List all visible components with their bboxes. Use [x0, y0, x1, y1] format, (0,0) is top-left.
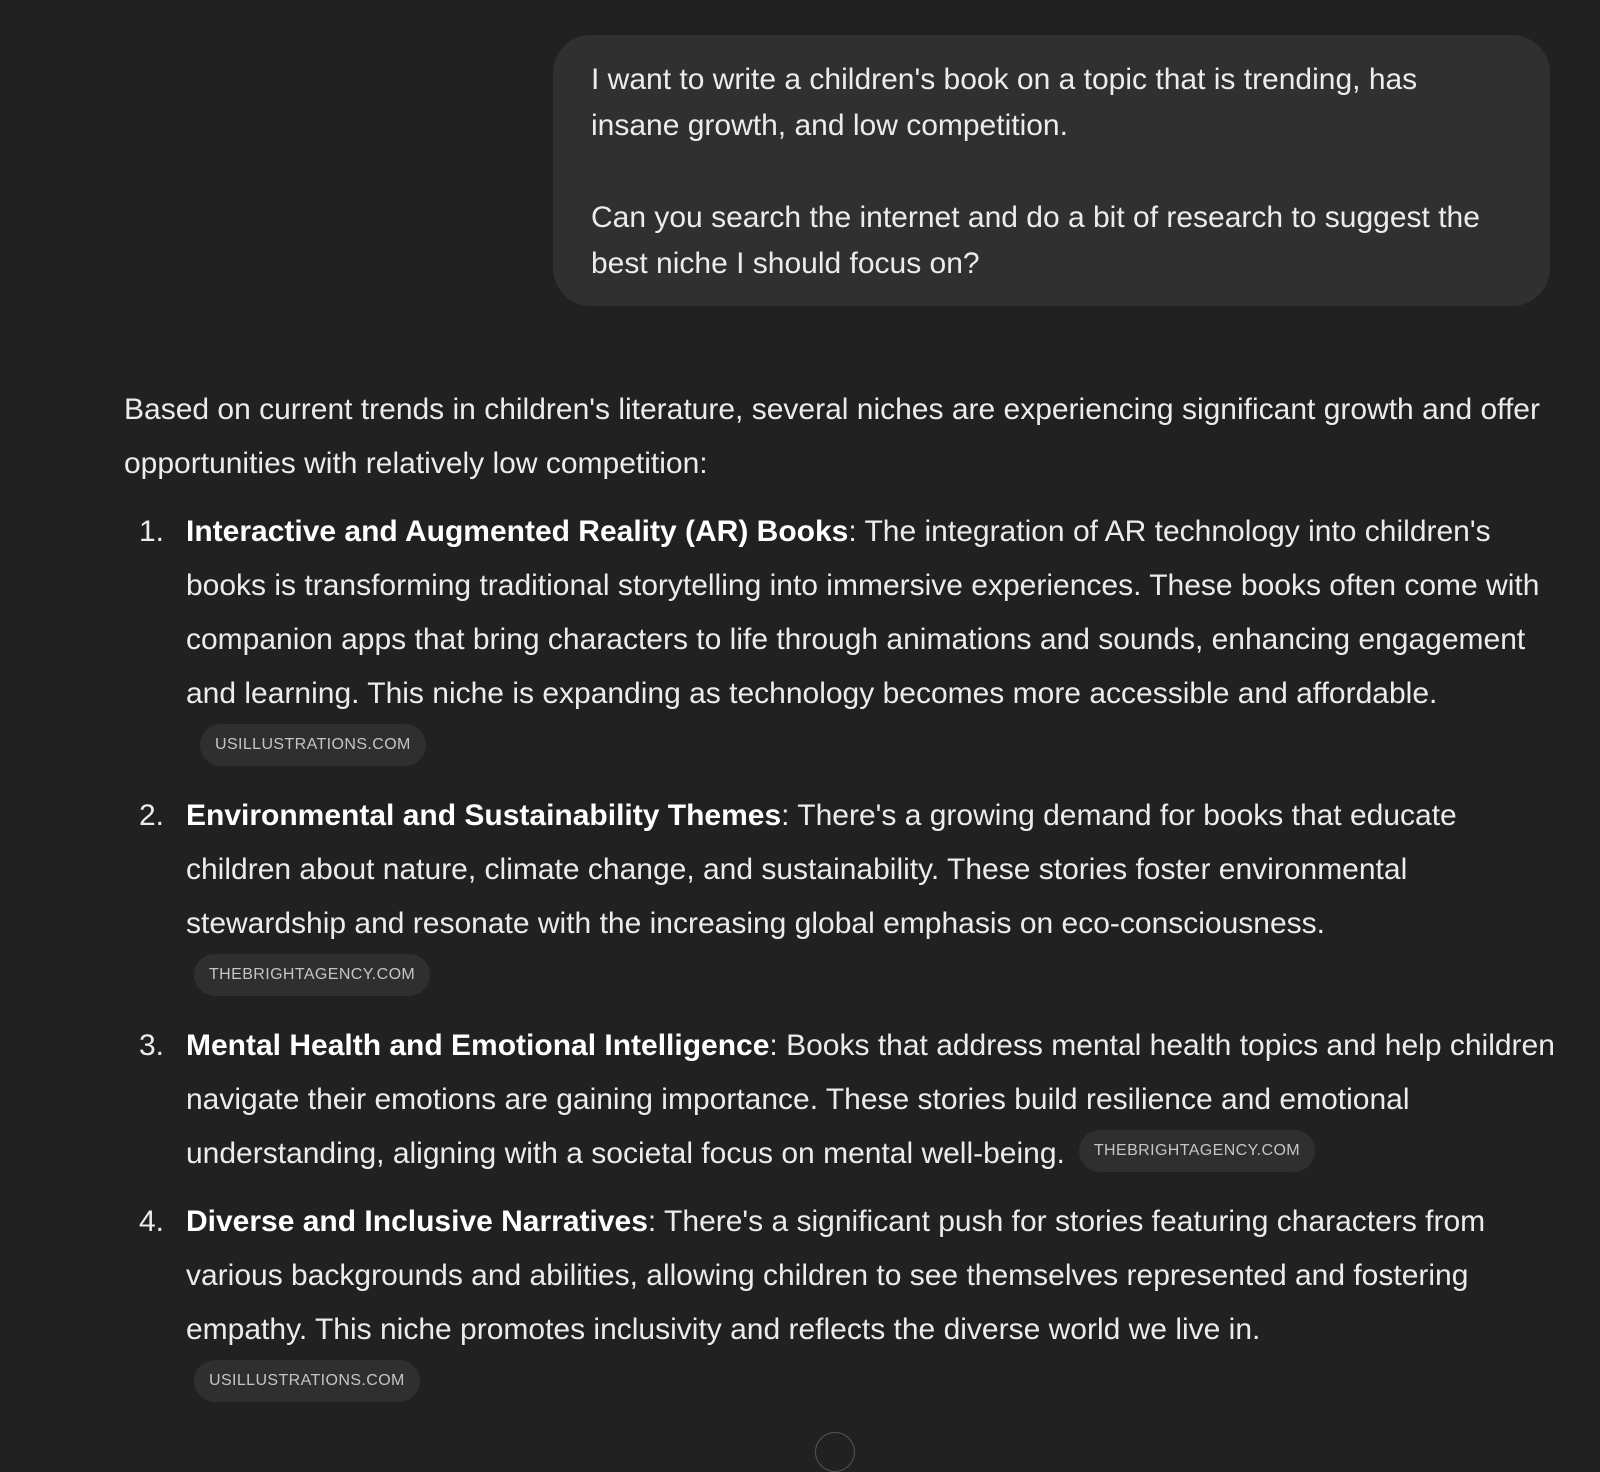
list-item — [124, 789, 1560, 1005]
list-item-number: 2. — [139, 799, 165, 832]
list-item-number: 1. — [139, 515, 165, 548]
list-item-number: 3. — [139, 1029, 165, 1062]
assistant-intro: Based on current trends in children's literature, several niches are experiencing significant growth and offer opportunities with relatively low competition: — [124, 393, 1540, 480]
list-item-title: Environmental and Sustainability Themes — [186, 799, 782, 832]
source-citation-chip[interactable]: THEBRIGHTAGENCY.COM — [1079, 1130, 1315, 1172]
list-item-title: Interactive and Augmented Reality (AR) Books — [186, 515, 849, 548]
scroll-down-button[interactable] — [815, 1432, 855, 1472]
source-citation-chip[interactable]: USILLUSTRATIONS.COM — [194, 1360, 420, 1402]
assistant-message — [124, 383, 1560, 1425]
list-item-body: There's a significant push for stories featuring characters from various backgrounds and abilities, allowing children to see themselves represented and fostering empathy. This niche promotes inclusivity and reflects the diverse world we live in. — [186, 1205, 1486, 1346]
list-item-title: Mental Health and Emotional Intelligence — [186, 1029, 770, 1062]
list-item — [124, 1019, 1560, 1181]
list-item-body: The integration of AR technology into children's books is transforming traditional storytelling into immersive experiences. These books often come with companion apps that bring characters to life through animations and sounds, enhancing engagement and learning. This niche is expanding as technology becomes more accessible and affordable. — [186, 515, 1540, 710]
list-item-separator: : — [781, 799, 790, 832]
list-item-separator: : — [769, 1029, 778, 1062]
list-item-title: Diverse and Inclusive Narratives — [186, 1205, 648, 1238]
user-message-paragraph: I want to write a children's book on a topic that is trending, has insane growth, and low competition. — [591, 63, 1418, 142]
list-item — [124, 505, 1560, 775]
list-item-separator: : — [848, 515, 857, 548]
source-citation-chip[interactable]: THEBRIGHTAGENCY.COM — [194, 954, 430, 996]
list-item-number: 4. — [139, 1205, 165, 1238]
list-item-separator: : — [647, 1205, 657, 1238]
user-message-bubble — [553, 35, 1550, 306]
list-item-body: There's a growing demand for books that educate children about nature, climate change, and sustainability. These stories foster environmental stewardship and resonate with the increasing global emphasis on eco-consciousness. — [186, 799, 1457, 940]
user-message-paragraph: Can you search the internet and do a bit of research to suggest the best niche I should focus on? — [591, 201, 1480, 280]
list-item — [124, 1195, 1560, 1411]
list-item-body: Books that address mental health topics and help children navigate their emotions are gaining importance. These stories build resilience and emotional understanding, aligning with a societal focus on mental well-being. — [186, 1029, 1555, 1170]
source-citation-chip[interactable]: USILLUSTRATIONS.COM — [200, 724, 426, 766]
niche-list — [124, 505, 1560, 1411]
